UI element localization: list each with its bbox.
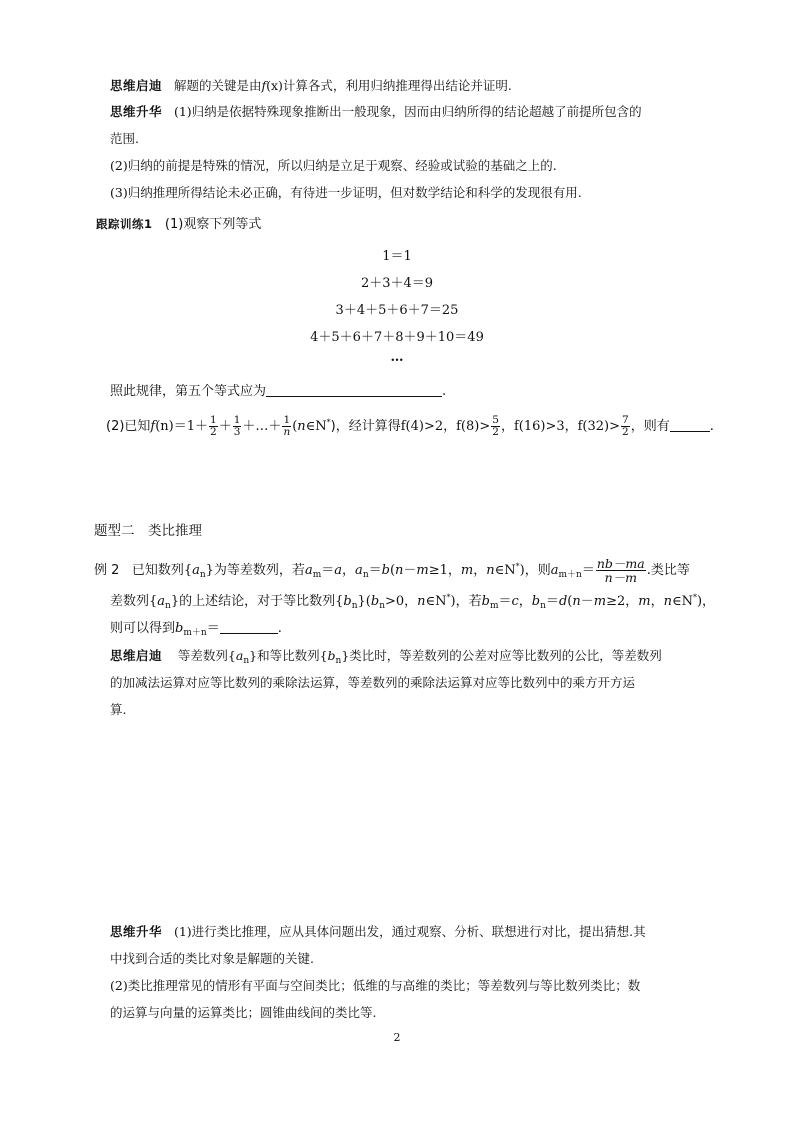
var-b: b bbox=[531, 594, 541, 609]
t: ＝ bbox=[545, 594, 559, 609]
t: 已知数列{ bbox=[131, 563, 193, 578]
f16-value: f(16)>3， bbox=[513, 419, 578, 434]
sub: n bbox=[379, 601, 385, 611]
var-n: n bbox=[572, 594, 581, 609]
question-1-end: . bbox=[442, 384, 447, 399]
frac-num: 7 bbox=[622, 413, 629, 426]
frac-den: 2 bbox=[210, 426, 217, 438]
frac-num: nb－ma bbox=[596, 555, 645, 571]
sub: n bbox=[362, 570, 369, 580]
t: － bbox=[580, 594, 594, 609]
summary-line-2: 范围. bbox=[110, 131, 139, 146]
plus: ＋ bbox=[218, 419, 232, 434]
fraction-7-2 bbox=[621, 415, 630, 438]
answer-blank-2[interactable] bbox=[670, 419, 710, 432]
t: ∈N bbox=[671, 594, 693, 609]
t: ( bbox=[567, 594, 573, 609]
var-a: a bbox=[355, 563, 363, 578]
t: . bbox=[277, 621, 282, 636]
equation-2: 2＋3＋4＝9 bbox=[360, 276, 434, 291]
page-number: 2 bbox=[393, 1031, 401, 1044]
training-label: 跟踪训练1 bbox=[96, 217, 153, 231]
t: )，则 bbox=[519, 563, 551, 578]
sub: m＋n bbox=[558, 570, 582, 580]
t: ＝ bbox=[581, 563, 595, 578]
frac-den: n bbox=[283, 426, 291, 438]
var-a: a bbox=[192, 563, 200, 578]
t: ∈N bbox=[494, 563, 516, 578]
var-m: m bbox=[460, 563, 474, 578]
summary-2-line-4: 的运算与向量的运算类比；圆锥曲线间的类比等. bbox=[110, 1005, 377, 1020]
hint-paragraph-1 bbox=[110, 80, 512, 93]
var-a: a bbox=[157, 594, 166, 609]
frac-den: n－m bbox=[604, 570, 637, 585]
var-a: a bbox=[550, 563, 559, 578]
t: }类比时，等差数列的公差对应等比数列的公比，等差数列 bbox=[341, 648, 662, 663]
var-d: d bbox=[558, 594, 568, 609]
t: ≥1， bbox=[428, 563, 461, 578]
t: }( bbox=[357, 594, 371, 609]
f4-value: f(4)>2， bbox=[400, 419, 457, 434]
var-n: n bbox=[663, 594, 672, 609]
example-2-line-1 bbox=[94, 553, 690, 589]
q2-n: (n)＝1＋ bbox=[155, 419, 209, 434]
hint-2-line-3: 算. bbox=[110, 702, 127, 717]
summary-text: (1)归纳是依据特殊现象推断出一般现象，因而由归纳所得的结论超越了前提所包含的 bbox=[173, 104, 642, 119]
t: ＝ bbox=[368, 563, 382, 578]
var-a: a bbox=[334, 563, 343, 578]
t: － bbox=[403, 563, 417, 578]
hint-label: 思维启迪 bbox=[110, 78, 163, 93]
equation-1: 1＝1 bbox=[382, 249, 412, 264]
var-n: n bbox=[417, 594, 426, 609]
question-1 bbox=[110, 384, 446, 398]
f32-value: f(32)> bbox=[577, 419, 621, 434]
var-m: m bbox=[416, 563, 429, 578]
q2-fn: f bbox=[150, 419, 156, 434]
hint-text: 解题的关键是由 bbox=[173, 78, 262, 93]
var-n: n bbox=[395, 563, 404, 578]
summary-line-1 bbox=[110, 106, 642, 119]
training-heading bbox=[96, 218, 261, 231]
frac-num: 1 bbox=[233, 413, 241, 426]
sub: n bbox=[199, 570, 206, 580]
q2-end: . bbox=[709, 419, 714, 434]
frac-den: 2 bbox=[622, 426, 629, 438]
t: ， bbox=[342, 563, 356, 578]
paren-open: ( bbox=[292, 419, 298, 434]
star-superscript: * bbox=[692, 593, 697, 602]
star-superscript: * bbox=[515, 562, 520, 571]
var-b: b bbox=[343, 594, 352, 609]
var-n: n bbox=[486, 563, 495, 578]
var-m: m bbox=[593, 594, 607, 609]
example-label: 例 2 bbox=[94, 563, 120, 578]
answer-blank-3[interactable] bbox=[220, 621, 278, 634]
summary-2-line-3: (2)类比推理常见的情形有平面与空间类比；低维的与高维的类比；等差数列与等比数列类比；数 bbox=[110, 978, 641, 993]
training-intro: (1)观察下列等式 bbox=[164, 217, 262, 232]
hint-2-line-2: 的加减法运算对应等比数列的乘除法运算，等差数列的乘除法运算对应等比数列中的乘方开方运 bbox=[110, 675, 636, 690]
fraction-5-2 bbox=[491, 415, 500, 438]
fraction-example bbox=[596, 557, 646, 584]
t: .类比等 bbox=[646, 563, 690, 578]
hint-2-line-1 bbox=[110, 650, 662, 666]
t: 则可以得到 bbox=[110, 621, 176, 636]
summary-2-line-2: 中找到合适的类比对象是解题的关键. bbox=[110, 951, 314, 966]
cond-n: n bbox=[297, 419, 306, 434]
star-superscript: * bbox=[446, 593, 451, 602]
var-a: a bbox=[235, 648, 244, 663]
equation-3: 3＋4＋5＋6＋7＝25 bbox=[335, 303, 459, 318]
t: }为等差数列，若 bbox=[205, 563, 305, 578]
t: >0， bbox=[384, 594, 418, 609]
frac-num: 5 bbox=[492, 413, 499, 426]
t: )， bbox=[696, 594, 716, 609]
frac-num: 1 bbox=[283, 413, 291, 426]
fraction-half bbox=[209, 415, 218, 438]
sub: m bbox=[489, 601, 499, 611]
var-b: b bbox=[327, 648, 336, 663]
fraction-1-over-n bbox=[282, 415, 291, 438]
t: )，若 bbox=[450, 594, 482, 609]
sep: ， bbox=[500, 419, 514, 434]
t: 等差数列{ bbox=[177, 648, 236, 663]
var-m: m bbox=[638, 594, 651, 609]
t: }和等比数列{ bbox=[249, 648, 328, 663]
frac-den: 3 bbox=[233, 426, 241, 438]
q2-start: (2)已知 bbox=[106, 419, 151, 434]
example-2-line-2 bbox=[110, 594, 715, 611]
t: 差数列{ bbox=[110, 594, 158, 609]
summary-label: 思维升华 bbox=[110, 104, 163, 119]
summary-point-2: (2)归纳的前提是特殊的情况，所以归纳是立足于观察、经验或试验的基础之上的. bbox=[110, 158, 557, 173]
fx-symbol: f bbox=[261, 78, 267, 93]
fraction-third bbox=[233, 415, 242, 438]
sub: n bbox=[540, 601, 546, 611]
t: ≥2， bbox=[606, 594, 639, 609]
var-b: b bbox=[381, 563, 390, 578]
frac-den: 2 bbox=[492, 426, 499, 438]
var-b: b bbox=[370, 594, 380, 609]
sub: n bbox=[351, 601, 358, 611]
plus-ellipsis: ＋…＋ bbox=[242, 419, 282, 434]
sub: n bbox=[165, 601, 171, 611]
q2-then: ，则有 bbox=[630, 419, 670, 434]
hint-text-2: 计算各式，利用归纳推理得出结论并证明. bbox=[282, 78, 512, 93]
summary-point-3: (3)归纳推理所得结论未必正确，有待进一步证明，但对数学结论和科学的发现很有用. bbox=[110, 185, 582, 200]
equation-ellipsis: … bbox=[390, 350, 404, 365]
hint-label: 思维启迪 bbox=[110, 648, 163, 663]
t: ， bbox=[650, 594, 664, 609]
t: ( bbox=[389, 563, 396, 578]
summary-2-line-1 bbox=[110, 926, 646, 939]
answer-blank-1[interactable] bbox=[266, 384, 442, 397]
frac-num: 1 bbox=[210, 413, 217, 426]
t: ， bbox=[473, 563, 487, 578]
t: ∈N bbox=[425, 594, 447, 609]
f8-value: f(8)> bbox=[456, 419, 491, 434]
var-c: c bbox=[511, 594, 519, 609]
summary-label: 思维升华 bbox=[110, 924, 163, 939]
t: }的上述结论，对于等比数列{ bbox=[170, 594, 344, 609]
equation-4: 4＋5＋6＋7＋8＋9＋10＝49 bbox=[310, 330, 484, 345]
fx-paren: (x) bbox=[266, 78, 283, 93]
t: ， bbox=[518, 594, 532, 609]
var-b: b bbox=[175, 621, 184, 636]
t: ＝ bbox=[206, 621, 220, 636]
sub: m＋n bbox=[183, 628, 207, 638]
sub: m bbox=[312, 570, 322, 580]
example-2-line-3 bbox=[110, 621, 282, 638]
q2-cond-close: )，经计算得 bbox=[330, 419, 401, 434]
t: ＝ bbox=[321, 563, 335, 578]
sub: n bbox=[243, 656, 250, 666]
sub: n bbox=[335, 656, 342, 666]
t: (1)进行类比推理，应从具体问题出发，通过观察、分析、联想进行对比，提出猜想.其 bbox=[173, 924, 646, 939]
question-1-text: 照此规律，第五个等式应为 bbox=[110, 384, 267, 399]
star-superscript: * bbox=[326, 418, 331, 427]
var-b: b bbox=[481, 594, 490, 609]
t: ＝ bbox=[498, 594, 512, 609]
cond-in-N: ∈N bbox=[305, 419, 327, 434]
section-title: 题型二 类比推理 bbox=[94, 523, 202, 539]
question-2 bbox=[106, 410, 714, 440]
var-a: a bbox=[304, 563, 313, 578]
